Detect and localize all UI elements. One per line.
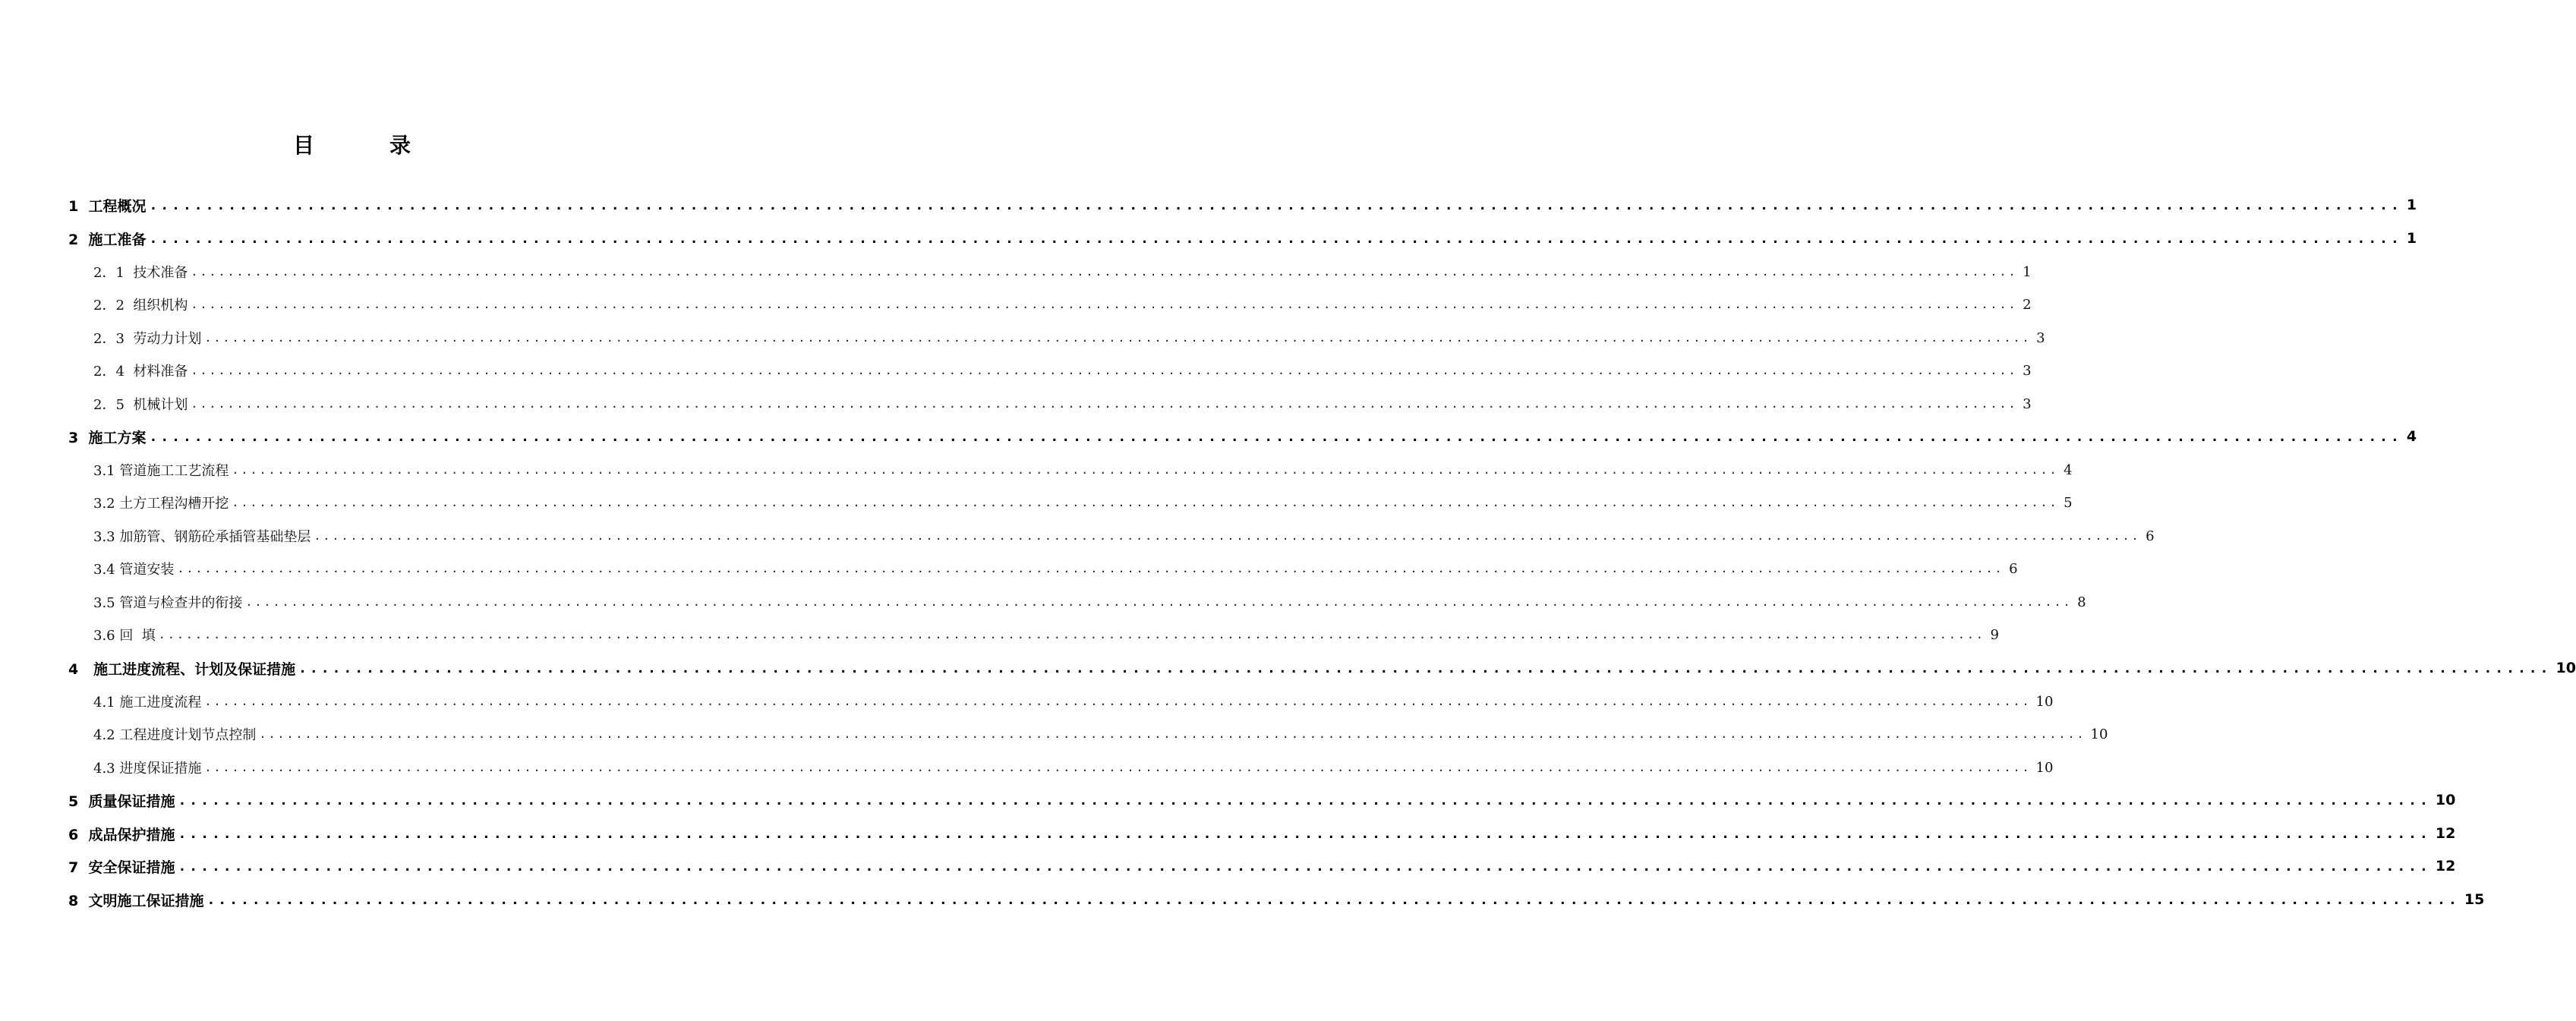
- toc-entry-title: 1 工程概况: [68, 197, 147, 215]
- toc-dot-leader: ........................................................................................................................................................................................................: [158, 628, 1985, 641]
- toc-title-char-1: 目: [293, 133, 315, 158]
- toc-entry-page: 1: [2023, 263, 2032, 280]
- toc-dot-leader: ........................................................................................................................................................................................................: [149, 230, 2402, 247]
- toc-entry[interactable]: [0, 817, 2456, 850]
- toc-dot-leader: ........................................................................................................................................................................................................: [178, 858, 2431, 874]
- toc-dot-leader: ........................................................................................................................................................................................................: [191, 364, 2018, 377]
- toc-dot-leader: ........................................................................................................................................................................................................: [245, 595, 2073, 609]
- toc-dot-leader: ........................................................................................................................................................................................................: [177, 562, 2004, 575]
- toc-entry-title: 2．1 技术准备: [93, 265, 188, 281]
- toc-entry-title: 3.6 回 填: [93, 628, 156, 644]
- toc-entry[interactable]: [0, 552, 2018, 585]
- toc-entry-title: 4 施工进度流程、计划及保证措施: [68, 660, 296, 678]
- toc-entry-page: 10: [2035, 759, 2054, 776]
- toc-entry-page: 3: [2036, 329, 2045, 346]
- toc-dot-leader: ........................................................................................................................................................................................................: [149, 428, 2402, 445]
- toc-dot-leader: ........................................................................................................................................................................................................: [204, 331, 2032, 345]
- toc-entry[interactable]: [0, 585, 2086, 619]
- toc-entry[interactable]: [0, 751, 2054, 784]
- toc-entry[interactable]: [0, 255, 2032, 288]
- toc-entry[interactable]: [0, 188, 2417, 222]
- toc-entry[interactable]: [0, 651, 2576, 685]
- toc-dot-leader: ........................................................................................................................................................................................................: [207, 891, 2460, 908]
- toc-entry[interactable]: [0, 783, 2456, 817]
- toc-entry-title: 3.2 土方工程沟槽开挖: [93, 496, 229, 512]
- toc-entry[interactable]: [0, 354, 2032, 387]
- toc-entry-title: 3 施工方案: [68, 429, 147, 446]
- toc-entry[interactable]: [0, 519, 2155, 553]
- toc-entry-page: 15: [2464, 891, 2485, 908]
- toc-entry-page: 12: [2435, 825, 2456, 842]
- toc-entry-page: 2: [2023, 296, 2032, 313]
- toc-entry-page: 4: [2406, 428, 2417, 445]
- toc-dot-leader: ........................................................................................................................................................................................................: [191, 265, 2018, 279]
- toc-entry-page: 10: [2435, 792, 2456, 808]
- toc-dot-leader: ........................................................................................................................................................................................................: [298, 660, 2552, 676]
- toc-entry-page: 10: [2556, 660, 2576, 676]
- toc-entry-title: 4.3 进度保证措施: [93, 761, 202, 777]
- toc-entry-title: 3.3 加筋管、钢筋砼承插管基础垫层: [93, 529, 311, 545]
- toc-dot-leader: ........................................................................................................................................................................................................: [149, 197, 2402, 213]
- toc-entry-title: 3.5 管道与检查井的衔接: [93, 595, 243, 611]
- toc-entry[interactable]: [0, 453, 2073, 487]
- toc-entry-page: 6: [2009, 560, 2018, 577]
- toc-entry-title: 2 施工准备: [68, 231, 147, 248]
- toc-entry[interactable]: [0, 685, 2054, 718]
- toc-entry[interactable]: [0, 618, 1999, 651]
- toc-entry-page: 9: [1990, 626, 1999, 643]
- toc-title: [0, 131, 721, 161]
- toc-entry-title: 6 成品保护措施: [68, 826, 175, 843]
- toc-dot-leader: ........................................................................................................................................................................................................: [232, 463, 2059, 477]
- toc-entry-page: 12: [2435, 858, 2456, 874]
- toc-entry-title: 8 文明施工保证措施: [68, 892, 204, 909]
- toc-entry-page: 10: [2035, 693, 2054, 710]
- toc-entry-title: 3.4 管道安装: [93, 562, 175, 578]
- toc-entry[interactable]: [0, 321, 2045, 355]
- toc-entry-page: 1: [2406, 197, 2417, 213]
- toc-entry-page: 8: [2077, 594, 2086, 610]
- toc-entry[interactable]: [0, 222, 2417, 255]
- toc-entry-page: 5: [2064, 494, 2073, 511]
- toc-entry-title: 3.1 管道施工工艺流程: [93, 463, 229, 479]
- toc-entry-title: 5 质量保证措施: [68, 793, 175, 810]
- toc-entry-page: 3: [2023, 395, 2032, 412]
- toc-entry[interactable]: [0, 387, 2032, 421]
- toc-entry[interactable]: [0, 883, 2485, 916]
- toc-entry-title: 2．2 组织机构: [93, 298, 188, 314]
- toc-dot-leader: ........................................................................................................................................................................................................: [191, 397, 2018, 411]
- toc-dot-leader: ........................................................................................................................................................................................................: [232, 496, 2059, 509]
- toc-dot-leader: ........................................................................................................................................................................................................: [178, 825, 2431, 842]
- toc-dot-leader: ........................................................................................................................................................................................................: [314, 529, 2141, 543]
- toc-dot-leader: ........................................................................................................................................................................................................: [204, 695, 2032, 708]
- toc-entry-title: 2．3 劳动力计划: [93, 331, 202, 347]
- toc-dot-leader: ........................................................................................................................................................................................................: [178, 792, 2431, 808]
- toc-entry-title: 2．5 机械计划: [93, 397, 188, 413]
- toc-entry-page: 1: [2406, 230, 2417, 247]
- toc-dot-leader: ........................................................................................................................................................................................................: [259, 727, 2086, 741]
- toc-entry[interactable]: [0, 717, 2108, 751]
- toc-entry[interactable]: [0, 486, 2073, 519]
- toc-entry[interactable]: [0, 420, 2417, 453]
- toc-dot-leader: ........................................................................................................................................................................................................: [191, 298, 2018, 311]
- toc-title-char-2: 录: [389, 133, 411, 158]
- toc-entry-title: 4.2 工程进度计划节点控制: [93, 727, 257, 743]
- toc-dot-leader: ........................................................................................................................................................................................................: [204, 761, 2032, 774]
- toc-entry[interactable]: [0, 288, 2032, 321]
- toc-entry-title: 4.1 施工进度流程: [93, 695, 202, 711]
- toc-entry-page: 10: [2090, 726, 2108, 742]
- toc-entry-page: 6: [2146, 528, 2155, 544]
- toc-entry[interactable]: [0, 849, 2456, 883]
- toc-entry-title: 2．4 材料准备: [93, 364, 188, 380]
- toc-entry-title: 7 安全保证措施: [68, 859, 175, 876]
- toc-entry-page: 4: [2064, 462, 2073, 478]
- toc-entry-page: 3: [2023, 362, 2032, 379]
